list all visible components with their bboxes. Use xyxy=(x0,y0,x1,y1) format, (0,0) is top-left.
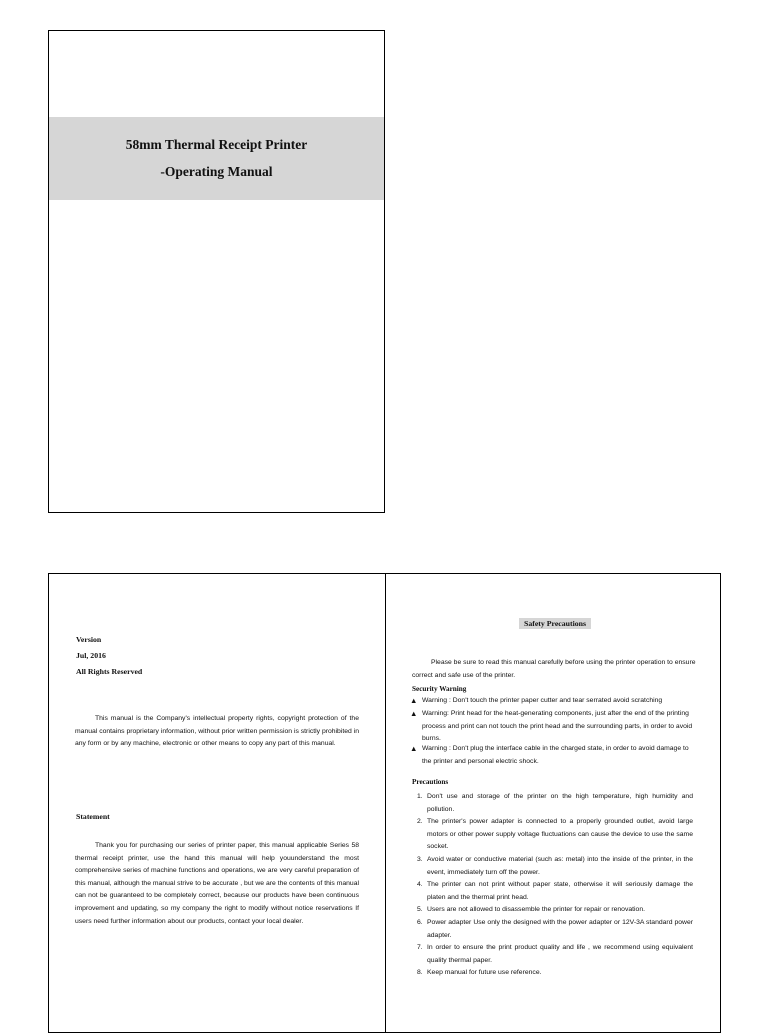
rights-reserved: All Rights Reserved xyxy=(76,667,143,676)
precaution-number: 5. xyxy=(417,906,423,913)
precaution-text: Avoid water or conductive material (such as: metal) into the inside of the printer, in the event, immediately turn off the power. xyxy=(427,856,693,876)
warning-item xyxy=(410,708,700,746)
warning-triangle-icon: ▲ xyxy=(410,709,418,718)
precaution-text: Don't use and storage of the printer on the high temperature, high humidity and pollution. xyxy=(427,793,693,813)
safety-intro-text: Please be sure to read this manual carefully before using the printer operation to ensure correct and safe use of the printer. xyxy=(412,659,696,679)
precaution-number: 3. xyxy=(417,856,423,863)
manual-spread xyxy=(48,573,721,1033)
warning-item xyxy=(410,743,700,768)
precaution-text: Power adapter Use only the designed with the power adapter or 12V-3A standard power adapter. xyxy=(427,919,693,939)
precaution-number: 7. xyxy=(417,944,423,951)
precaution-item xyxy=(417,816,694,854)
warning-text: Warning : Don't plug the interface cable in the charged state, in order to avoid damage to the printer and personal electric shock. xyxy=(422,745,689,765)
precaution-number: 4. xyxy=(417,881,423,888)
precaution-item xyxy=(417,917,694,942)
cover-title-band xyxy=(49,117,384,200)
statement-heading: Statement xyxy=(76,812,110,821)
precaution-text: The printer's power adapter is connected to a properly grounded outlet, avoid large motors or other power supply voltage fluctuations can cause the device to use the same socket. xyxy=(427,818,693,851)
statement-paragraph xyxy=(75,840,359,928)
precaution-item xyxy=(417,791,694,816)
safety-precautions-heading: Safety Precautions xyxy=(519,618,591,629)
cover-page xyxy=(48,30,385,513)
precaution-number: 1. xyxy=(417,793,423,800)
warning-triangle-icon: ▲ xyxy=(410,696,418,705)
left-page xyxy=(49,574,385,1032)
precaution-item xyxy=(417,942,694,967)
warning-item xyxy=(410,695,700,709)
copyright-paragraph xyxy=(75,713,359,751)
cover-title-line2: -Operating Manual xyxy=(160,164,273,179)
warning-text: Warning: Print head for the heat-generating components, just after the end of the printing process and print can not touch the print head and the surrounding parts, in order to avoid burns. xyxy=(422,710,693,743)
precaution-number: 2. xyxy=(417,818,423,825)
version-date: Jul, 2016 xyxy=(76,651,106,660)
precaution-text: The printer can not print without paper state, otherwise it will seriously damage the platen and the thermal print head. xyxy=(427,881,693,901)
statement-text: Thank you for purchasing our series of printer paper, this manual applicable Series 58 thermal receipt printer, use the hand this manual will help youunderstand the most comprehensive series of machine functions and operations, we are very careful preparation of this manual, although the manual strive to be accurate , but we are the contents of this manual can not be guaranteed to be completely correct, because our products have been continuous improvement and updating, so my company the right to modify without notice reservations If users need further information about our products, contact your local dealer. xyxy=(75,842,359,925)
precaution-item xyxy=(417,904,694,917)
right-page xyxy=(386,574,722,1032)
cover-title-line1: 58mm Thermal Receipt Printer xyxy=(125,137,308,152)
copyright-text: This manual is the Company's intellectual property rights, copyright protection of the manual contains proprietary information, without prior written permission is strictly prohibited in any form or by any machine, electronic or other means to copy any part of this manual. xyxy=(75,715,359,748)
precaution-item xyxy=(417,967,694,980)
precaution-item xyxy=(417,854,694,879)
safety-intro xyxy=(412,657,708,682)
warning-text: Warning : Don't touch the printer paper cutter and tear serrated avoid scratching xyxy=(422,697,663,704)
version-label: Version xyxy=(76,635,102,644)
precaution-number: 6. xyxy=(417,919,423,926)
precaution-text: Users are not allowed to disassemble the printer for repair or renovation. xyxy=(427,906,645,913)
precaution-number: 8. xyxy=(417,969,423,976)
warning-triangle-icon: ▲ xyxy=(410,744,418,753)
precautions-heading: Precautions xyxy=(412,778,449,786)
precaution-item xyxy=(417,879,694,904)
precaution-text: In order to ensure the print product quality and life , we recommend using equivalent quality thermal paper. xyxy=(427,944,693,964)
security-warning-heading: Security Warning xyxy=(412,685,467,693)
precaution-text: Keep manual for future use reference. xyxy=(427,969,542,976)
